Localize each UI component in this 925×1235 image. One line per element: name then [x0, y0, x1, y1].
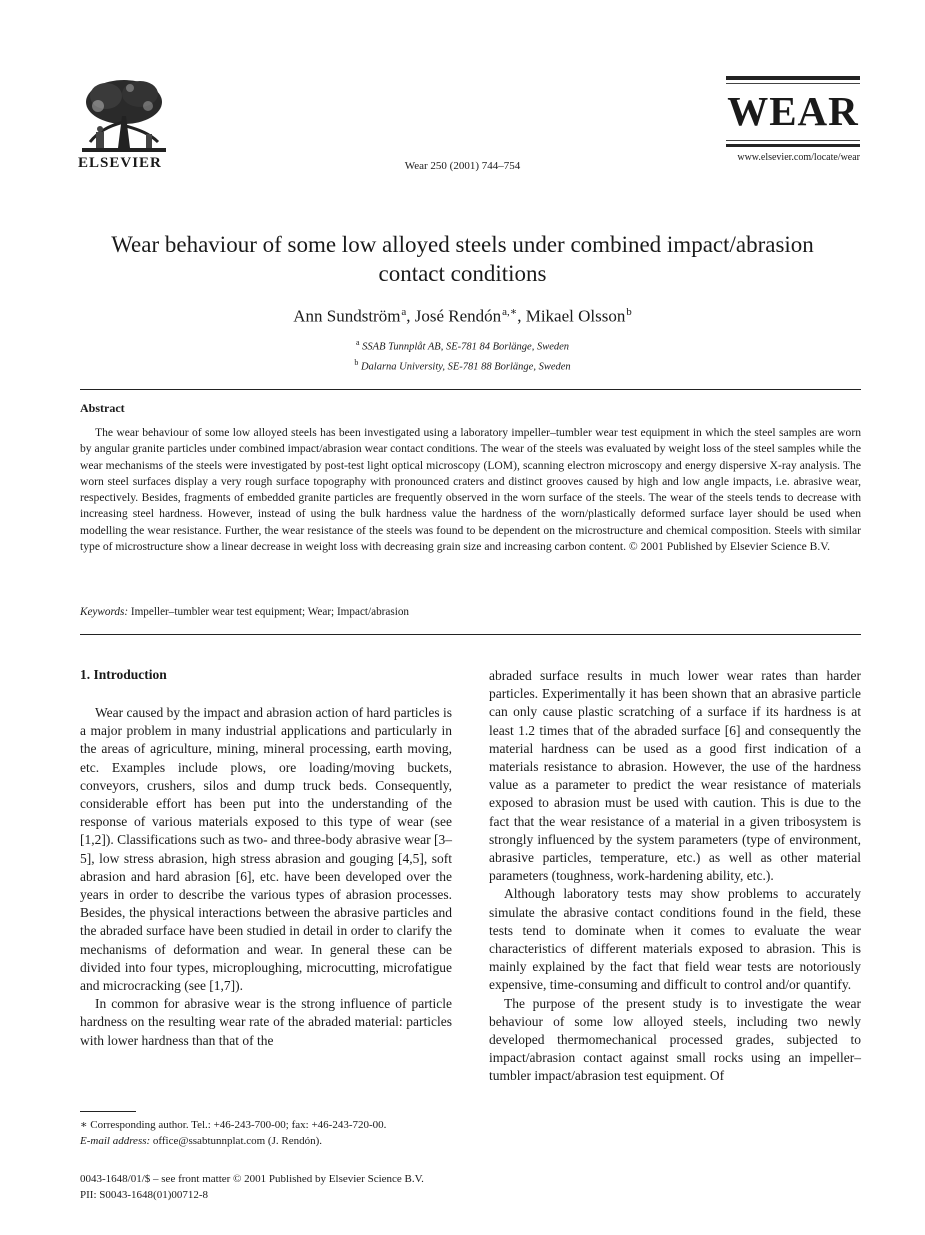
keywords — [80, 606, 409, 618]
publisher-name: ELSEVIER — [78, 155, 162, 171]
journal-masthead — [726, 76, 860, 163]
elsevier-logo — [78, 76, 170, 172]
journal-citation: Wear 250 (2001) 744–754 — [404, 160, 521, 172]
abstract-heading: Abstract — [80, 401, 125, 415]
footnote-rule — [80, 1111, 136, 1112]
right-column — [489, 667, 861, 1086]
section-heading: 1. Introduction — [80, 667, 167, 682]
elsevier-tree-icon — [78, 76, 170, 154]
footnote-email — [80, 1134, 386, 1150]
left-column — [80, 704, 452, 1050]
affiliation-line: $^b$ Dalarna University, SE-781 88 Borlänge, Sweden — [354, 357, 571, 372]
footnote — [80, 1118, 386, 1149]
author-affil-marker: a,∗ — [502, 306, 518, 318]
author-list: Ann Sundström $^a$, José Rendón $^{a,∗}$, Mikael Olsson $^b$ — [293, 306, 632, 326]
author-name[interactable]: Mikael Olsson — [525, 306, 626, 326]
author-affil-marker: b — [626, 306, 632, 318]
author-name[interactable]: Ann Sundström — [293, 306, 401, 326]
paragraph: abraded surface results in much lower wear rates than harder particles. Experimentally it has been shown that an abrasive particle can only cause plastic scratching of a surface if its hardness is at least 1.2 times that of the abraded surface [6] and consequently the material hardness can be used as a good first indication of a materials resistance to abrasion. However, the use of the hardness value as a parameter to predict the wear resistance of materials exposed to abrasion must be used with caution. This is due to the fact that the wear resistance of a material in a given tribosystem is strongly influenced by the system parameters (type of environment, abrasive particles, temperature, etc.) as well as other material parameters (toughness, work-hardening ability, etc.). — [489, 668, 861, 884]
keywords-label: Keywords: — [80, 606, 129, 618]
article-title: Wear behaviour of some low alloyed steels under combined impact/abrasion contact conditions — [111, 232, 814, 286]
masthead-rule-top-thin — [726, 83, 860, 84]
keywords-text: Impeller–tumbler wear test equipment; Wear; Impact/abrasion — [130, 606, 410, 618]
email-address-link[interactable]: office@ssabtunnplat.com (J. Rendón). — [152, 1134, 323, 1147]
abstract-text: The wear behaviour of some low alloyed steels has been investigated using a laboratory impeller–tumbler wear test equipment in which the steel samples are worn by angular granite particles under combined impact/abrasion wear contact conditions. The wear of the steels was evaluated by weight loss of the steel samples while the wear mechanisms of the steels were investigated by post-test light optical microscopy (LOM), scanning electron microscopy and energy dispersive X-ray analysis. The worn steel surfaces display a very rough surface topography with pronounced craters and distinct grooves caused by high and low angle impacts, i.e. abrasive wear, respectively. Besides, fragments of embedded granite particles are frequently observed in the worn surface of the steels. The wear of the steels tends to decrease with increasing steel hardness. However, instead of using the bulk hardness value the hardness of the worn/plastically deformed surface layer should be used when modelling the wear resistance. Further, the wear resistance of the steels was found to be dependent on the microstructure and chemical composition. Steels with similar type of microstructure show a linear decrease in weight loss with decreasing grain size and increasing carbon content. © 2001 Published by Elsevier Science B.V. — [80, 426, 861, 554]
email-label: E-mail address: — [80, 1134, 151, 1147]
divider-bottom — [80, 634, 861, 635]
masthead-rule-top — [726, 76, 860, 80]
journal-name: WEAR — [727, 88, 859, 134]
masthead-rule-bottom — [726, 144, 860, 147]
pii-line: PII: S0043-1648(01)00712-8 — [80, 1188, 209, 1201]
journal-url-link[interactable]: www.elsevier.com/locate/wear — [737, 152, 860, 163]
affiliation-line: $^a$ SSAB Tunnplåt AB, SE-781 84 Borlänge, Sweden — [355, 338, 570, 353]
divider-top — [80, 389, 861, 390]
issn-line: 0043-1648/01/$ – see front matter © 2001 Published by Elsevier Science B.V. — [80, 1173, 424, 1185]
affiliations — [0, 335, 925, 374]
masthead-rule-bottom-thin — [726, 140, 860, 141]
paragraph: The purpose of the present study is to investigate the wear behaviour of some low alloyed steels, including two newly developed thermomechanical processed grades, subjected to impact/abrasion contact against small rocks using an impeller–tumbler impact/abrasion test equipment. Of — [489, 995, 861, 1084]
paragraph: Although laboratory tests may show problems to accurately simulate the abrasive contact conditions found in the field, these tests tend to dominate when it comes to evaluate the wear characteristics of different materials exposed to abrasion. This is mainly explained by the fact that field wear tests are notoriously expensive, time-consuming and difficult to control and/or quantify. — [489, 886, 861, 993]
author-affil-marker: a — [401, 306, 407, 318]
footnote-corresponding: ∗ Corresponding author. Tel.: +46-243-700-00; fax: +46-243-720-00. — [80, 1119, 387, 1131]
paragraph: In common for abrasive wear is the strong influence of particle hardness on the resulting wear rate of the abraded material: particles with lower hardness than that of the — [80, 996, 452, 1048]
front-matter — [80, 1172, 424, 1203]
author-name[interactable]: José Rendón — [414, 306, 502, 326]
paragraph: Wear caused by the impact and abrasion action of hard particles is a major problem in many industrial applications and particularly in the areas of agriculture, mining, mineral processing, earth moving, etc. Examples include plows, ore loading/moving buckets, conveyors, crushers, silos and dump truck beds. Consequently, considerable effort has been put into the understanding of the response of various materials exposed to this type of wear (see [1,2]). Classifications such as two- and three-body abrasive wear [3–5], low stress abrasion, high stress abrasion and gouging [4,5], soft abrasion and hard abrasion [6], etc. have been developed over the years in order to describe the various types of abrasion processes. Besides, the physical interactions between the abrasive particles and the abraded surface have been studied in detail in order to clarify the mechanisms of deformation and wear. In general these can be divided into four types, microploughing, microcutting, microfatigue and microcracking (see [1,7]). — [80, 705, 452, 994]
